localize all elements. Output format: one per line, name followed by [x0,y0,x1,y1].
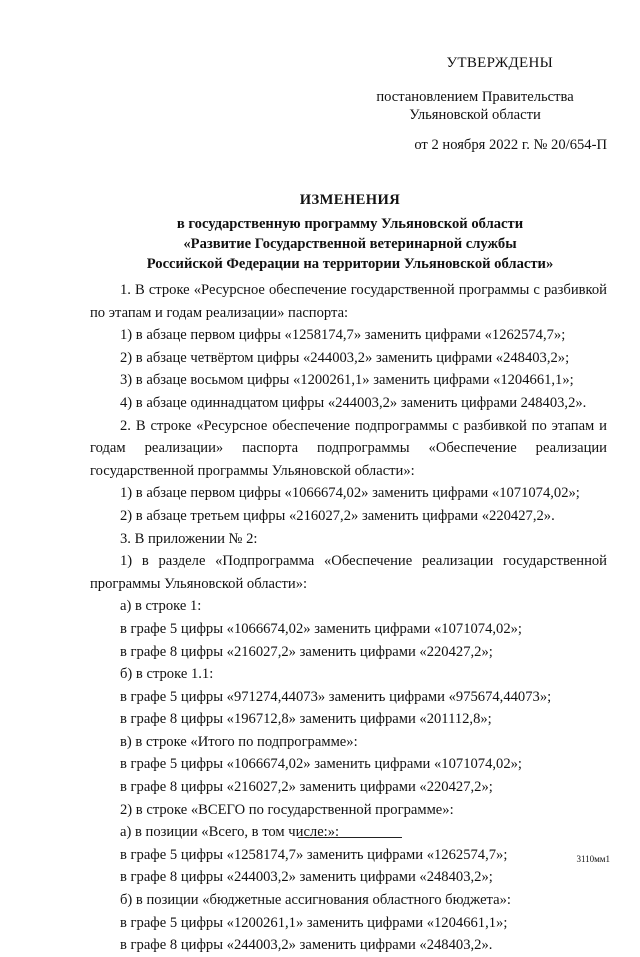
document-title [80,190,620,274]
paragraph: в графе 8 цифры «196712,8» заменить цифрами «201112,8»; [120,711,492,728]
title-line: в государственную программу Ульяновской области [176,216,524,232]
paragraph: в) в строке «Итого по подпрограмме»: [120,733,358,750]
paragraph: 3. В приложении № 2: [120,530,258,547]
paragraph: 1) в абзаце первом цифры «1066674,02» заменить цифрами «1071074,02»; [120,485,580,502]
paragraph: в графе 8 цифры «244003,2» заменить цифрами «248403,2». [120,937,493,954]
paragraph: 2) в строке «ВСЕГО по государственной программе»: [120,801,454,818]
title-line: Российской Федерации на территории Ульяновской области» [146,256,554,272]
paragraph: 2. В строке «Ресурсное обеспечение подпрограммы с разбивкой по этапам и годам реализации» паспорта подпрограммы «Обеспечение реализации государственной программы Ульяновской области»: [90,417,607,479]
decree-date: от 2 ноября 2022 г. № 20/654-П [414,137,607,153]
paragraph: 3) в абзаце восьмом цифры «1200261,1» заменить цифрами «1204661,1»; [120,372,574,389]
paragraph: 2) в абзаце третьем цифры «216027,2» заменить цифрами «220427,2». [120,507,555,524]
paragraph: в графе 5 цифры «1258174,7» заменить цифрами «1262574,7»; [120,846,508,863]
end-rule [298,837,402,838]
document-body [90,279,607,957]
approved-label: УТВЕРЖДЕНЫ [446,55,553,71]
paragraph: 1. В строке «Ресурсное обеспечение государственной программы с разбивкой по этапам и годам реализации» паспорта: [90,282,607,321]
paragraph: в графе 5 цифры «971274,44073» заменить цифрами «975674,44073»; [120,688,552,705]
decree-reference [345,88,605,124]
paragraph: б) в позиции «бюджетные ассигнования областного бюджета»: [120,892,511,909]
paragraph: а) в строке 1: [120,598,202,615]
paragraph: в графе 8 цифры «216027,2» заменить цифрами «220427,2»; [120,779,493,796]
decree-line: Ульяновской области [409,107,541,123]
paragraph: в графе 8 цифры «216027,2» заменить цифрами «220427,2»; [120,643,493,660]
title-line: «Развитие Государственной ветеринарной службы [183,236,517,252]
paragraph: в графе 5 цифры «1200261,1» заменить цифрами «1204661,1»; [120,914,508,931]
document-code: 3110мм1 [576,854,610,864]
paragraph: а) в позиции «Всего, в том числе:»: [120,824,340,841]
paragraph: 4) в абзаце одиннадцатом цифры «244003,2» заменить цифрами 248403,2». [120,394,587,411]
paragraph: в графе 5 цифры «1066674,02» заменить цифрами «1071074,02»; [120,756,522,773]
paragraph: в графе 8 цифры «244003,2» заменить цифрами «248403,2»; [120,869,493,886]
paragraph: 2) в абзаце четвёртом цифры «244003,2» заменить цифрами «248403,2»; [120,349,570,366]
paragraph: 1) в абзаце первом цифры «1258174,7» заменить цифрами «1262574,7»; [120,327,566,344]
title-main: ИЗМЕНЕНИЯ [299,192,401,208]
paragraph: б) в строке 1.1: [120,666,214,683]
paragraph: 1) в разделе «Подпрограмма «Обеспечение реализации государственной программы Ульяновской области»: [90,553,607,592]
decree-line: постановлением Правительства [376,89,574,105]
paragraph: в графе 5 цифры «1066674,02» заменить цифрами «1071074,02»; [120,620,522,637]
